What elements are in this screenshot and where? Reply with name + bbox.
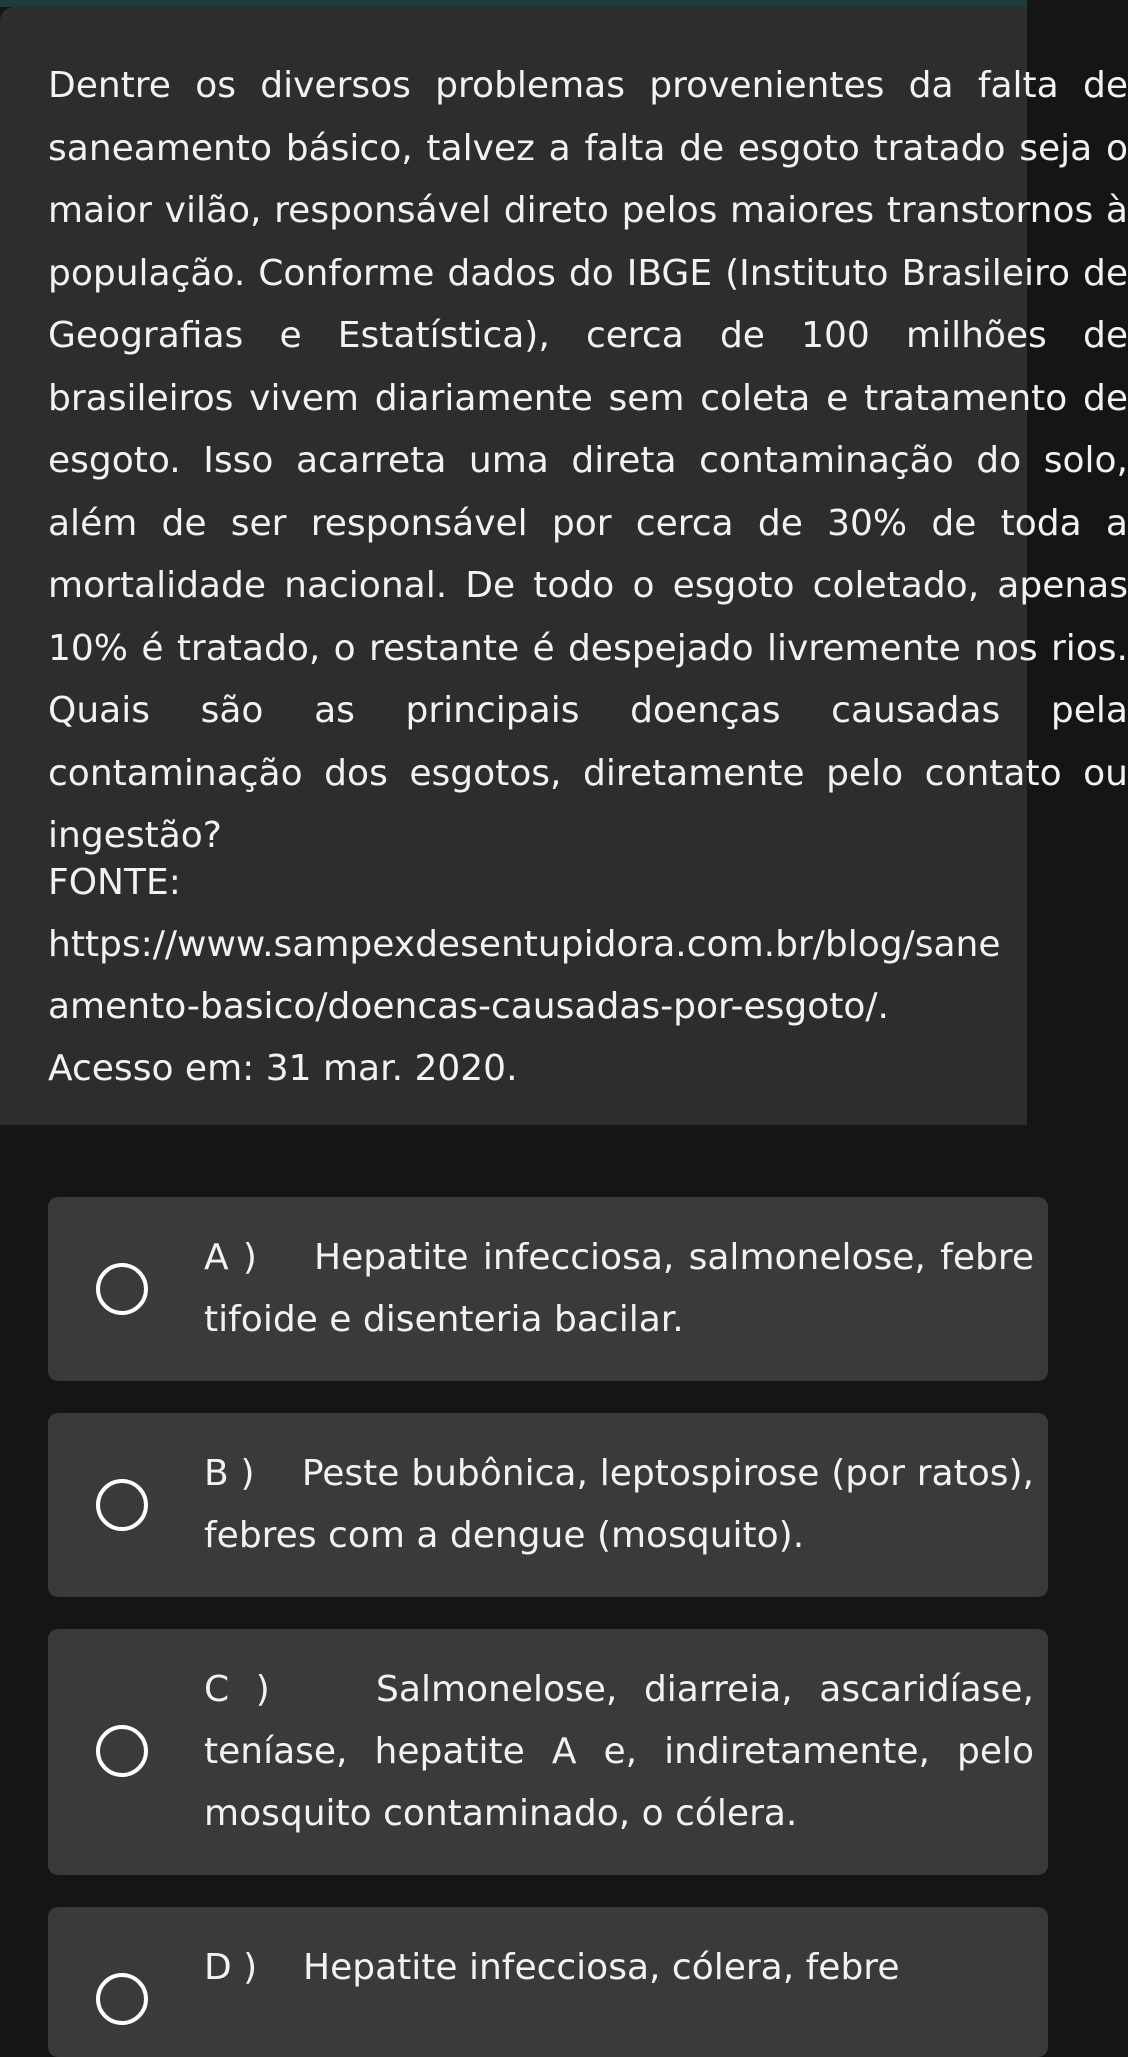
question-text xyxy=(48,55,1128,868)
question-line: por cerca de 30% de toda a mortalidade nacional. De xyxy=(48,502,1128,606)
source-access-date: Acesso em: 31 mar. 2020. xyxy=(48,1048,518,1089)
question-line: direta contaminação do solo, além de ser responsável xyxy=(48,440,1128,544)
source-label: FONTE: xyxy=(48,862,181,903)
option-d[interactable] xyxy=(48,1907,1048,2057)
option-label: Salmonelose, diarreia, ascaridíase, teníase, hepatite A e, indiretamente, pelo mosquito contaminado, o cólera. xyxy=(204,1669,1034,1834)
option-c-text xyxy=(204,1659,1034,1845)
top-accent-bar xyxy=(0,0,1027,7)
radio-icon[interactable] xyxy=(96,1263,148,1315)
option-c[interactable] xyxy=(48,1629,1048,1875)
question-line: todo o esgoto coletado, apenas 10% é tratado, o xyxy=(48,565,1128,669)
option-b[interactable] xyxy=(48,1413,1048,1597)
question-line: coleta e tratamento de esgoto. Isso acarreta uma xyxy=(48,377,1128,481)
radio-icon[interactable] xyxy=(96,1725,148,1777)
question-line: seja o maior vilão, responsável direto pelos maiores xyxy=(48,127,1128,231)
radio-icon[interactable] xyxy=(96,1479,148,1531)
source-url-line-2: amento-basico/doencas-causadas-por-esgoto/. xyxy=(48,986,889,1027)
question-line: (Instituto Brasileiro de Geografias e Estatística), cerca xyxy=(48,252,1128,356)
option-a[interactable] xyxy=(48,1197,1048,1381)
option-label: Hepatite infecciosa, cólera, febre xyxy=(303,1947,900,1988)
question-line: de saneamento básico, talvez a falta de esgoto tratado xyxy=(48,65,1128,169)
option-label: Hepatite infecciosa, salmonelose, febre tifoide e disenteria bacilar. xyxy=(204,1237,1034,1340)
option-letter: C ) xyxy=(204,1669,270,1710)
option-b-text xyxy=(204,1443,1034,1567)
question-line: esgotos, diretamente pelo contato ou ingestão? xyxy=(48,752,1128,856)
option-letter: B ) xyxy=(204,1453,255,1494)
option-letter: D ) xyxy=(204,1947,258,1988)
question-line: principais doenças causadas pela contaminação dos xyxy=(48,690,1128,794)
option-label: Peste bubônica, leptospirose (por ratos), febres com a dengue (mosquito). xyxy=(204,1453,1035,1556)
source-url-line-1: https://www.sampexdesentupidora.com.br/blog/sane xyxy=(48,924,1001,965)
option-d-text xyxy=(204,1937,1034,1999)
question-line: restante é despejado livremente nos rios. Quais são as xyxy=(48,627,1128,731)
option-letter: A ) xyxy=(204,1237,257,1278)
question-card xyxy=(0,7,1128,1125)
source-block xyxy=(48,852,1048,1100)
option-a-text xyxy=(204,1227,1034,1351)
question-line: transtornos à população. Conforme dados do IBGE xyxy=(48,190,1128,294)
radio-icon[interactable] xyxy=(96,1973,148,2025)
question-line: de 100 milhões de brasileiros vivem diariamente sem xyxy=(48,315,1128,419)
question-line: Dentre os diversos problemas provenientes da falta xyxy=(48,65,1083,106)
